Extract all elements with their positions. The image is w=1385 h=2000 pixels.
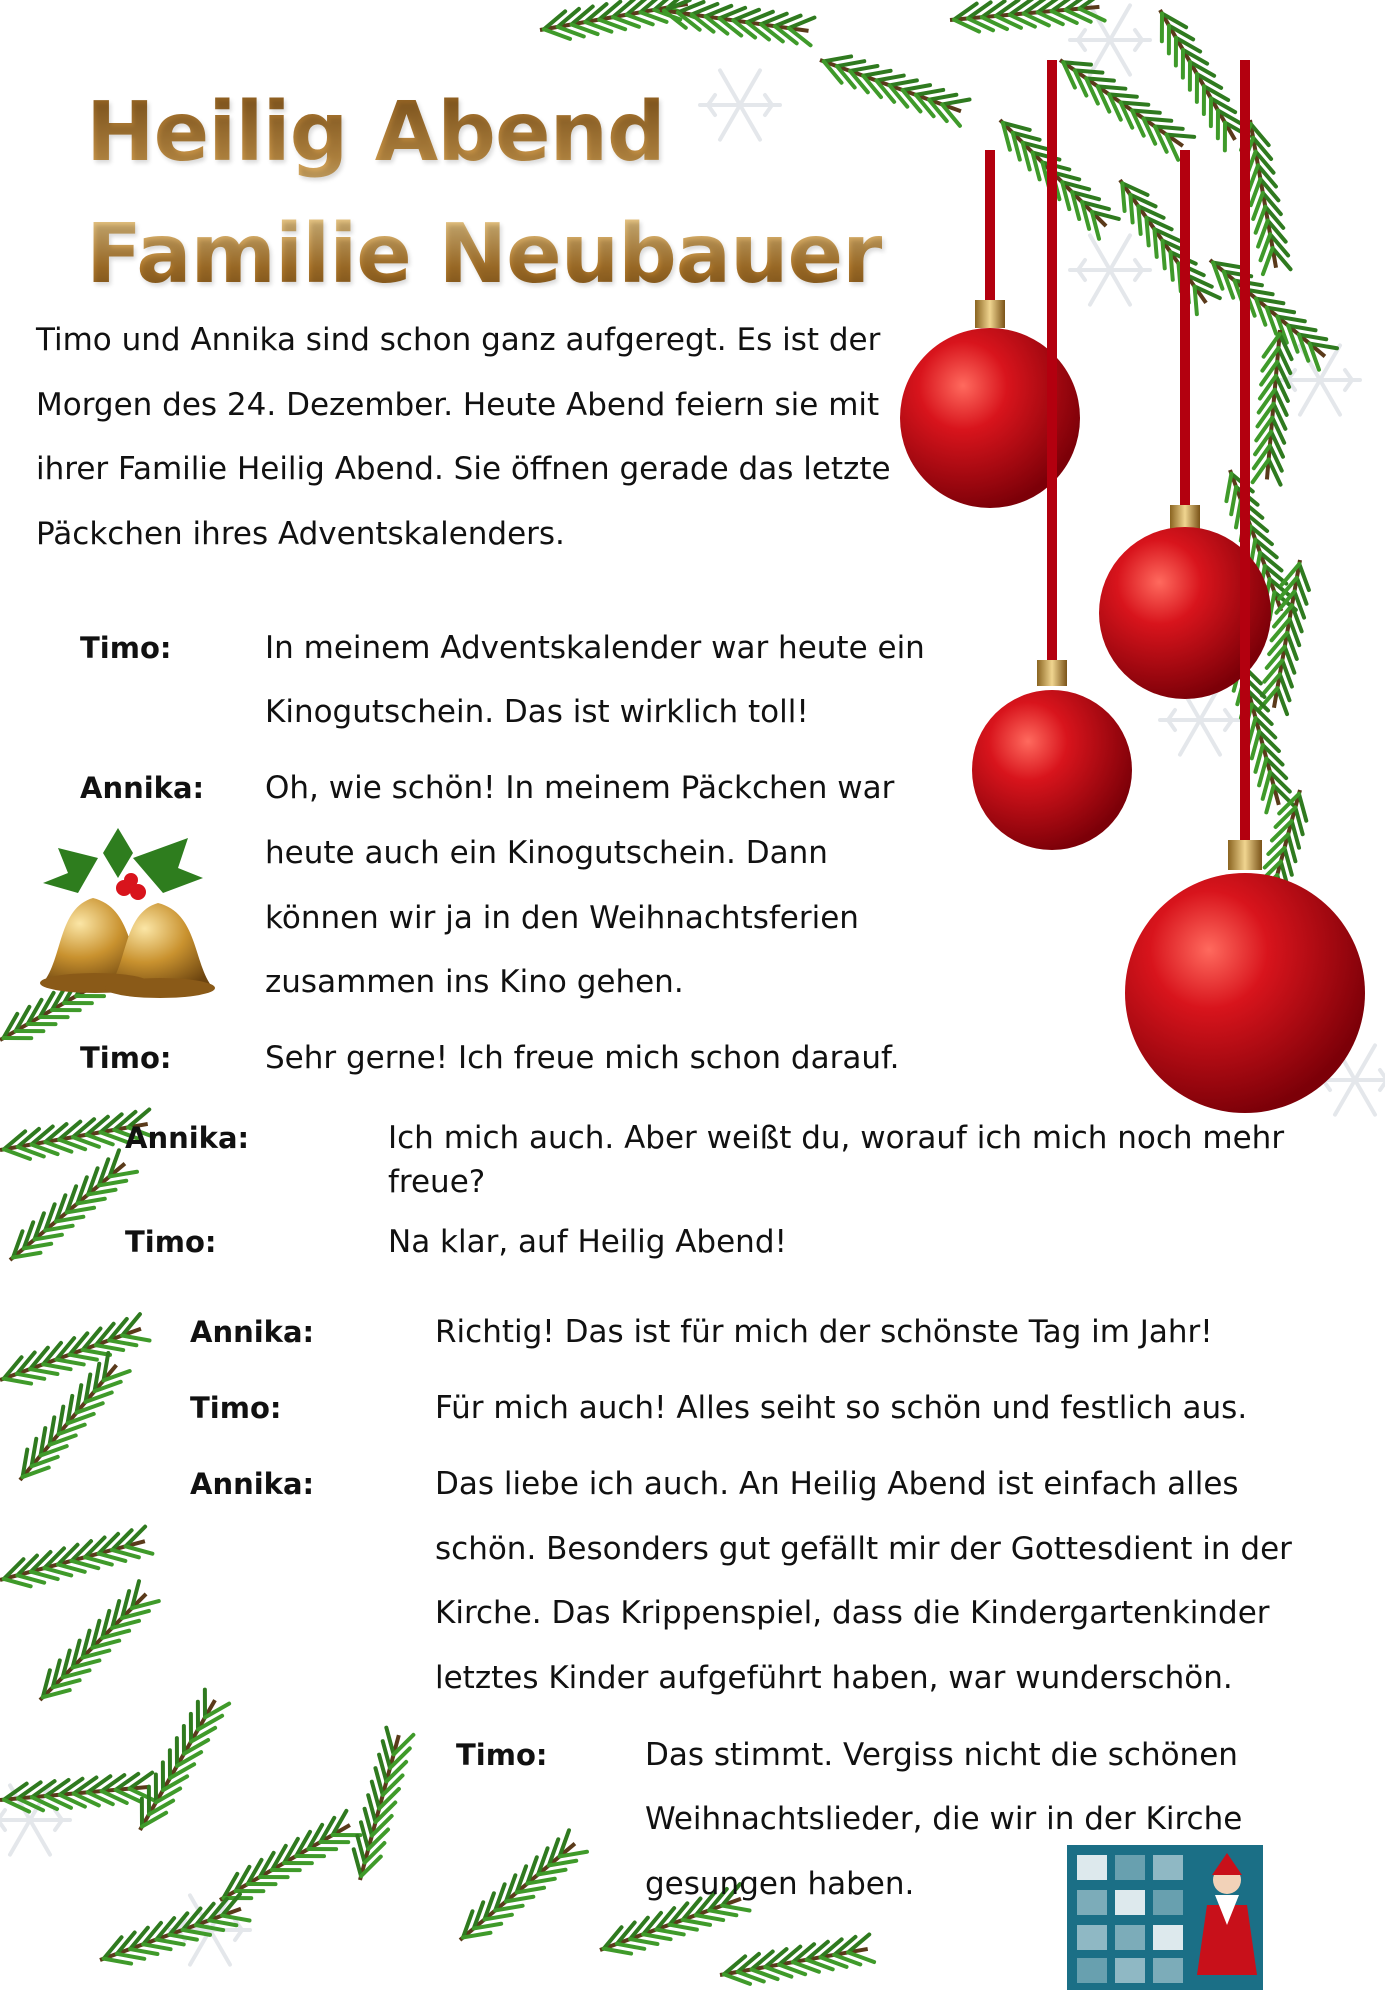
speaker-label: Timo: [456,1738,548,1772]
speaker-label: Annika: [190,1467,315,1501]
dialogue-line: Das liebe ich auch. An Heilig Abend ist einfach alles [435,1466,1239,1502]
dialogue-line: gesungen haben. [645,1866,915,1902]
dialogue-line: Weihnachtslieder, die wir in der Kirche [645,1801,1243,1837]
intro-paragraph: Timo und Annika sind schon ganz aufgeregt. Es ist der Morgen des 24. Dezember. Heute Abend feiern sie mit ihrer Familie Heilig Abend. Sie öffnen gerade das letzte Päckchen ihres Adventskalenders. [36,322,891,552]
speaker-label: Annika: [190,1315,315,1349]
speaker-label: Annika: [125,1121,250,1155]
dialogue-line: können wir ja in den Weihnachtsferien [265,900,859,936]
dialogue-line: freue? [388,1164,486,1200]
dialogue-line: Das stimmt. Vergiss nicht die schönen [645,1737,1238,1773]
speaker-label: Timo: [190,1391,282,1425]
dialogue-line: Für mich auch! Alles seiht so schön und festlich aus. [435,1390,1248,1426]
advent-calendar-icon [1067,1845,1263,1990]
dialogue-line: Na klar, auf Heilig Abend! [388,1224,787,1260]
dialogue-line: Richtig! Das ist für mich der schönste Tag im Jahr! [435,1314,1213,1350]
dialogue-line: Oh, wie schön! In meinem Päckchen war [265,770,895,806]
speaker-label: Timo: [125,1225,217,1259]
dialogue-line: heute auch ein Kinogutschein. Dann [265,835,828,871]
title-line-2: Familie Neubauer [86,207,882,302]
dialogue-line: Sehr gerne! Ich freue mich schon darauf. [265,1040,900,1076]
speaker-label: Timo: [80,1041,172,1075]
title-line-1: Heilig Abend [86,85,665,180]
christmas-bells-icon [40,828,215,998]
dialogue-line: schön. Besonders gut gefällt mir der Gottesdient in der [435,1531,1292,1567]
speaker-label: Annika: [80,771,205,805]
dialogue-line: Kirche. Das Krippenspiel, dass die Kindergartenkinder [435,1595,1270,1631]
page-title [86,72,882,316]
dialogue-line: Ich mich auch. Aber weißt du, worauf ich mich noch mehr [388,1120,1285,1156]
dialogue-line: letztes Kinder aufgeführt haben, war wunderschön. [435,1660,1233,1696]
dialogue-line: In meinem Adventskalender war heute ein [265,630,925,666]
dialogue-line: zusammen ins Kino gehen. [265,964,684,1000]
dialogue-line: Kinogutschein. Das ist wirklich toll! [265,694,809,730]
speaker-label: Timo: [80,631,172,665]
